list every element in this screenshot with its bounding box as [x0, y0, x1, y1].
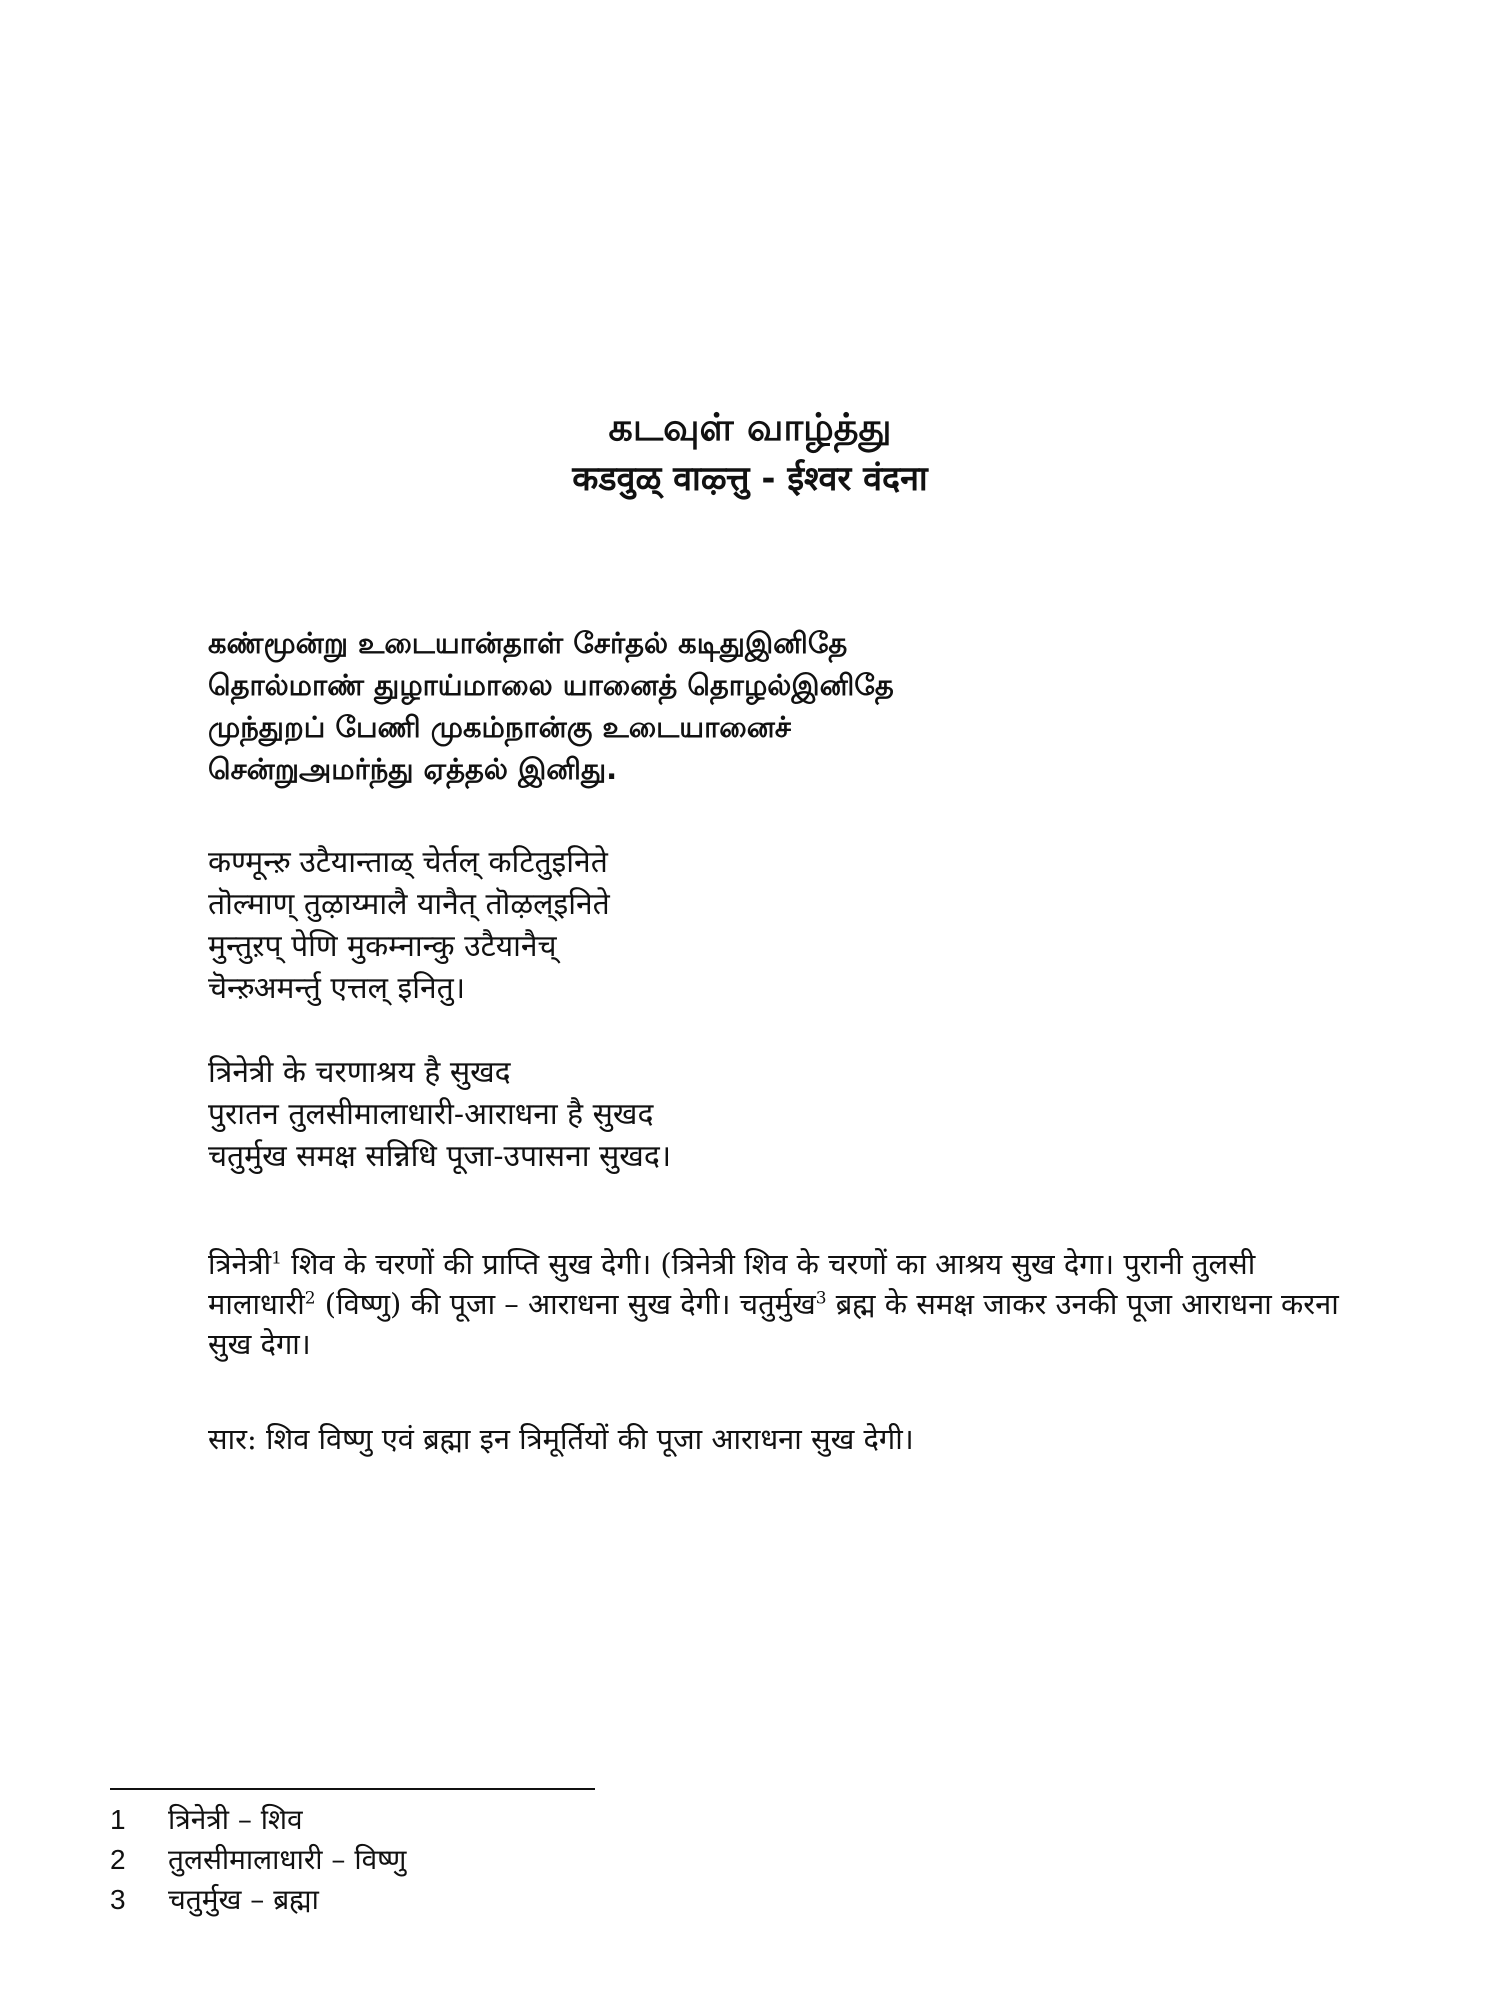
verse-line: तॊल्माण् तुऴाय्मालै यानैत् तॊऴल्इनिते	[208, 887, 610, 922]
verse-line: चतुर्मुख समक्ष सन्निधि पूजा-उपासना सुखद।	[208, 1139, 672, 1174]
verse-line: தொல்மாண் துழாய்மாலை யானைத் தொழல்இனிதே	[208, 668, 894, 702]
verse-line: கண்மூன்று உடையான்தாள் சேர்தல் கடிதுஇனிதே	[208, 626, 848, 660]
footnote-number: 1	[110, 1804, 126, 1835]
footnote-number: 3	[110, 1884, 126, 1915]
footnote-text: त्रिनेत्री – शिव	[168, 1803, 303, 1836]
meaning-text: ब्रह्म के समक्ष जाकर उनकी पूजा आराधना करना सुख देगा।	[208, 1287, 1339, 1361]
footnote-ref: 2	[304, 1288, 316, 1309]
footnotes	[110, 1800, 810, 1920]
summary-paragraph: सार: शिव विष्णु एवं ब्रह्मा इन त्रिमूर्तियों की पूजा आराधना सुख देगी।	[208, 1422, 914, 1456]
footnote-item	[110, 1840, 810, 1880]
footnote-ref: 3	[815, 1288, 827, 1309]
meaning-text: (विष्णु) की पूजा – आराधना सुख देगी। चतुर्मुख	[315, 1287, 816, 1321]
meaning-paragraph	[208, 1244, 1348, 1364]
title-block	[0, 400, 1500, 504]
verse-line: முந்துறப் பேணி முகம்நான்கு உடையானைச்	[208, 710, 791, 744]
page-title: கடவுள் வாழ்த்து	[608, 405, 892, 449]
transliteration-verse	[208, 842, 1358, 1010]
verse-line: चॆन्ऱुअमर्न्तु एत्तल् इनितु।	[208, 971, 466, 1006]
verse-line: त्रिनेत्री के चरणाश्रय है सुखद	[208, 1055, 511, 1090]
verse-line: पुरातन तुलसीमालाधारी-आराधना है सुखद	[208, 1097, 654, 1132]
verse-line: मुन्तुऱप् पेणि मुकम्नान्कु उटैयानैच्	[208, 929, 557, 964]
footnote-number: 2	[110, 1844, 126, 1875]
footnote-item	[110, 1800, 810, 1840]
meaning-text: त्रिनेत्री	[208, 1247, 272, 1281]
meaning-text: शिव के चरणों की प्राप्ति सुख देगी। (त्रिनेत्री शिव के चरणों का आश्रय सुख देगा। पुरानी तुलसी मालाधारी	[208, 1247, 1256, 1321]
tamil-verse	[208, 622, 1358, 790]
page-subtitle: कडवुळ् वाऴ्त्तु - ईश्वर वंदना	[572, 459, 928, 499]
hindi-verse	[208, 1052, 1358, 1178]
footnote-ref: 1	[271, 1248, 282, 1269]
footnote-text: तुलसीमालाधारी – विष्णु	[168, 1843, 407, 1876]
footnote-item	[110, 1880, 810, 1920]
footnote-text: चतुर्मुख – ब्रह्मा	[168, 1883, 319, 1916]
footnote-divider	[110, 1788, 595, 1790]
verse-line: कण्मून्ऱु उटैयान्ताळ् चेर्तल् कटितुइनिते	[208, 845, 608, 880]
verse-line: சென்றுஅமர்ந்து ஏத்தல் இனிது.	[208, 752, 618, 786]
